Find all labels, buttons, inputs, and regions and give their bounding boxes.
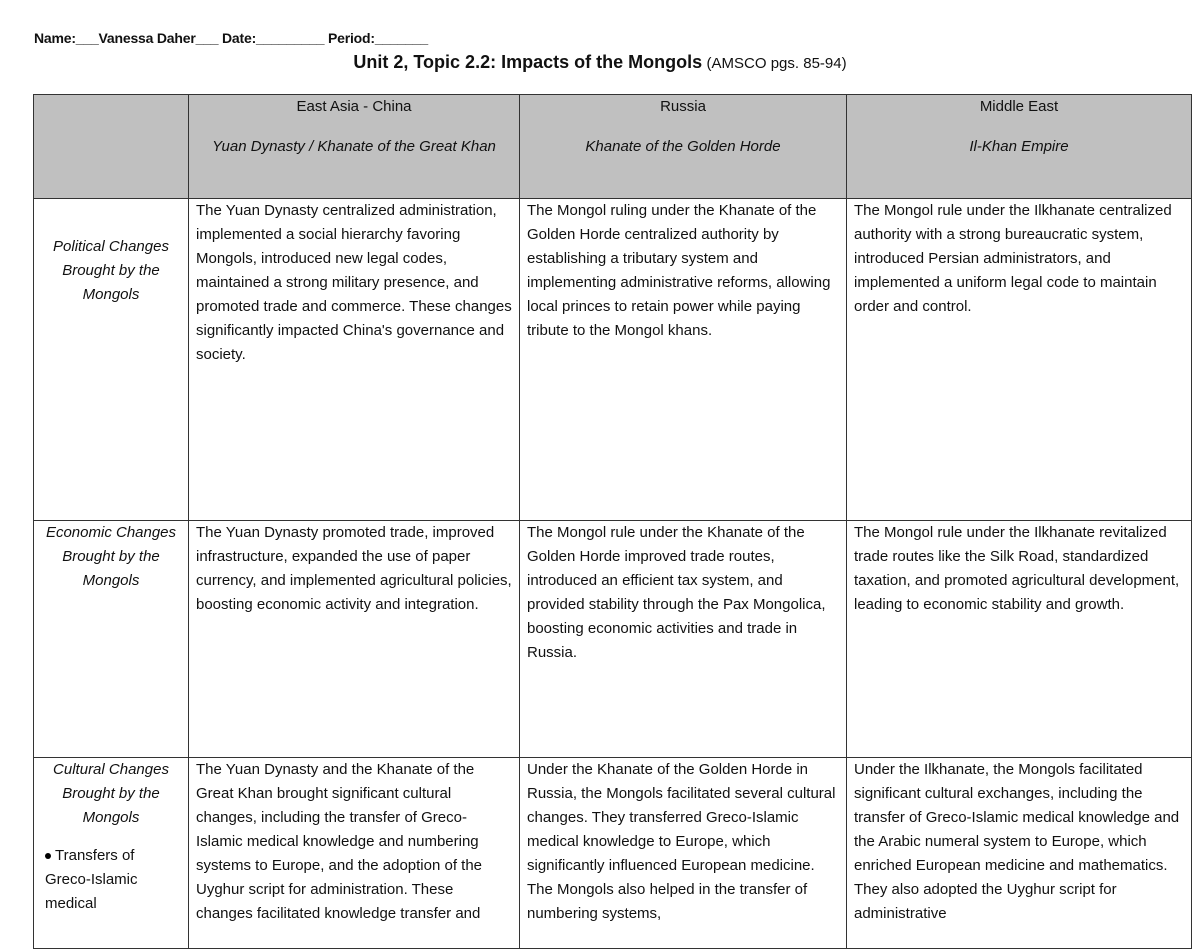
cell-text: Under the Khanate of the Golden Horde in Russia, the Mongols facilitated several cultural changes. They transferred Greco-Islamic medical knowledge to Europe, which significantly influenced European medicine. The Mongols also helped in the transfer of numbering systems,: [527, 761, 836, 922]
table-cell[interactable]: The Mongol rule under the Khanate of the Golden Horde improved trade routes, introduced an efficient tax system, and provided stability through the Pax Mongolica, boosting economic activities and trade in Russia.: [520, 521, 847, 758]
row-label-cell: [34, 758, 189, 949]
corner-cell: [34, 95, 189, 199]
name-date-period-line: Name:___Vanessa Daher___ Date:_________ Period:_______: [34, 30, 428, 46]
table-cell[interactable]: [847, 758, 1192, 949]
table-header-row: [34, 95, 1192, 199]
header-cell-china: [189, 95, 520, 199]
table-cell[interactable]: The Mongol rule under the Ilkhanate revitalized trade routes like the Silk Road, standardized taxation, and promoted agricultural development, leading to economic stability and growth.: [847, 521, 1192, 758]
table-row-economic: [34, 521, 1192, 758]
table-cell[interactable]: The Yuan Dynasty promoted trade, improved infrastructure, expanded the use of paper currency, and implemented agricultural policies, boosting economic activity and integration.: [189, 521, 520, 758]
table-row-cultural: [34, 758, 1192, 949]
row-label: Political Changes Brought by the Mongols: [34, 199, 189, 521]
table-cell[interactable]: The Mongol ruling under the Khanate of the Golden Horde centralized authority by establishing a tributary system and implementing administrative reforms, allowing local princes to retain power while paying tribute to the Mongol khans.: [520, 199, 847, 521]
title-note: (AMSCO pgs. 85-94): [706, 55, 847, 72]
header-cell-russia: [520, 95, 847, 199]
khanate: Il-Khan Empire: [969, 138, 1069, 155]
bullet-item: [41, 844, 181, 916]
table-cell[interactable]: The Yuan Dynasty centralized administration, implemented a social hierarchy favoring Mongols, introduced new legal codes, maintained a strong military presence, and promoted trade and commerce. These changes significantly impacted China's governance and society.: [189, 199, 520, 521]
table-cell[interactable]: [520, 758, 847, 949]
region: East Asia - China: [296, 98, 412, 115]
row-label: Economic Changes Brought by the Mongols: [34, 521, 189, 758]
khanate: Yuan Dynasty / Khanate of the Great Khan: [212, 138, 496, 155]
cell-text: The Yuan Dynasty and the Khanate of the Great Khan brought significant cultural changes, including the transfer of Greco-Islamic medical knowledge and numbering systems to Europe, and the adoption of the Uyghur script for administration. These changes facilitated knowledge transfer and: [196, 761, 483, 922]
table-cell[interactable]: [189, 758, 520, 949]
bullet-text: Transfers of Greco-Islamic medical: [45, 847, 138, 912]
khanate: Khanate of the Golden Horde: [585, 138, 781, 155]
region: Middle East: [979, 98, 1059, 115]
table-row-political: [34, 199, 1192, 521]
table-cell[interactable]: The Mongol rule under the Ilkhanate centralized authority with a strong bureaucratic system, introduced Persian administrators, and implemented a uniform legal code to maintain order and control.: [847, 199, 1192, 521]
page-title: [0, 52, 1200, 73]
row-label: Cultural Changes Brought by the Mongols: [53, 761, 169, 826]
header-cell-middle-east: [847, 95, 1192, 199]
bullet-icon: [45, 853, 51, 859]
mongol-impacts-table: [33, 94, 1192, 949]
title-text: Unit 2, Topic 2.2: Impacts of the Mongols: [353, 52, 703, 72]
region: Russia: [660, 98, 706, 115]
cell-text: Under the Ilkhanate, the Mongols facilitated significant cultural exchanges, including the transfer of Greco-Islamic medical knowledge and the Arabic numeral system to Europe, which enriched European medicine and mathematics. They also adopted the Uyghur script for administrative: [854, 761, 1180, 922]
